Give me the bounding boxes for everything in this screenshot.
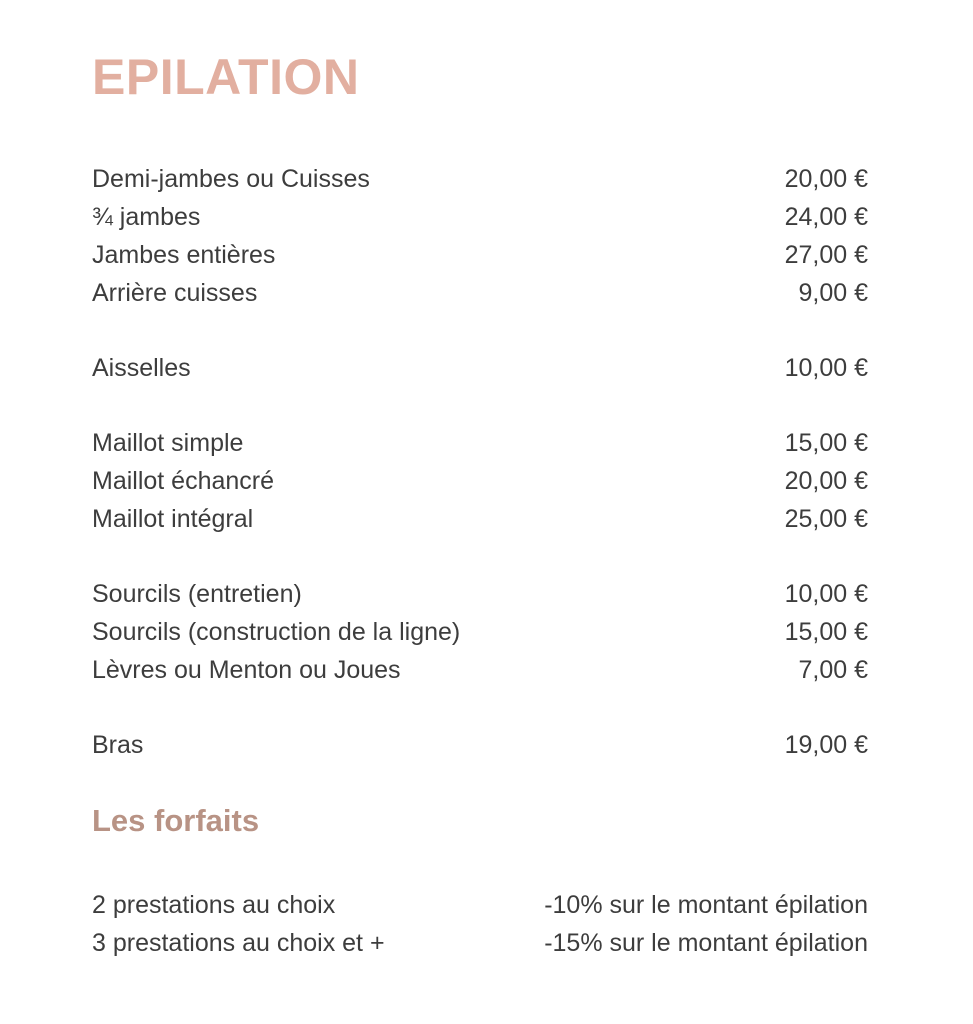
service-price: 19,00 € bbox=[784, 731, 868, 759]
service-label: Sourcils (construction de la ligne) bbox=[92, 618, 461, 646]
service-price: 9,00 € bbox=[798, 279, 868, 307]
service-price: 24,00 € bbox=[784, 203, 868, 231]
service-price: 10,00 € bbox=[784, 580, 868, 608]
price-list bbox=[92, 160, 868, 801]
forfaits-list bbox=[92, 886, 868, 962]
price-row bbox=[92, 651, 868, 689]
price-group-underarms bbox=[92, 349, 868, 387]
service-price: 20,00 € bbox=[784, 467, 868, 495]
price-row bbox=[92, 462, 868, 500]
price-sheet bbox=[92, 0, 868, 1024]
forfait-discount: -10% sur le montant épilation bbox=[544, 891, 868, 919]
service-label: Aisselles bbox=[92, 354, 191, 382]
forfait-discount: -15% sur le montant épilation bbox=[544, 929, 868, 957]
price-row bbox=[92, 424, 868, 462]
service-price: 25,00 € bbox=[784, 505, 868, 533]
service-price: 15,00 € bbox=[784, 618, 868, 646]
price-row bbox=[92, 726, 868, 764]
forfait-label: 3 prestations au choix et + bbox=[92, 929, 385, 957]
forfaits-title: Les forfaits bbox=[92, 803, 260, 838]
price-row bbox=[92, 198, 868, 236]
service-label: Maillot échancré bbox=[92, 467, 275, 495]
forfait-label: 2 prestations au choix bbox=[92, 891, 336, 919]
service-label: Lèvres ou Menton ou Joues bbox=[92, 656, 401, 684]
section-title: EPILATION bbox=[92, 49, 360, 105]
service-price: 7,00 € bbox=[798, 656, 868, 684]
price-row bbox=[92, 500, 868, 538]
price-group-legs bbox=[92, 160, 868, 312]
service-label: ¾ jambes bbox=[92, 203, 201, 231]
price-group-bikini bbox=[92, 424, 868, 538]
service-label: Bras bbox=[92, 731, 144, 759]
price-row bbox=[92, 160, 868, 198]
service-price: 10,00 € bbox=[784, 354, 868, 382]
price-row bbox=[92, 613, 868, 651]
price-row bbox=[92, 236, 868, 274]
service-label: Arrière cuisses bbox=[92, 279, 258, 307]
service-label: Demi-jambes ou Cuisses bbox=[92, 165, 370, 193]
price-group-face bbox=[92, 575, 868, 689]
service-label: Jambes entières bbox=[92, 241, 276, 269]
price-row bbox=[92, 274, 868, 312]
service-label: Maillot intégral bbox=[92, 505, 254, 533]
price-group-arms bbox=[92, 726, 868, 764]
service-label: Maillot simple bbox=[92, 429, 244, 457]
price-row bbox=[92, 349, 868, 387]
forfait-row bbox=[92, 924, 868, 962]
service-price: 20,00 € bbox=[784, 165, 868, 193]
service-price: 15,00 € bbox=[784, 429, 868, 457]
price-row bbox=[92, 575, 868, 613]
service-price: 27,00 € bbox=[784, 241, 868, 269]
forfait-row bbox=[92, 886, 868, 924]
service-label: Sourcils (entretien) bbox=[92, 580, 302, 608]
